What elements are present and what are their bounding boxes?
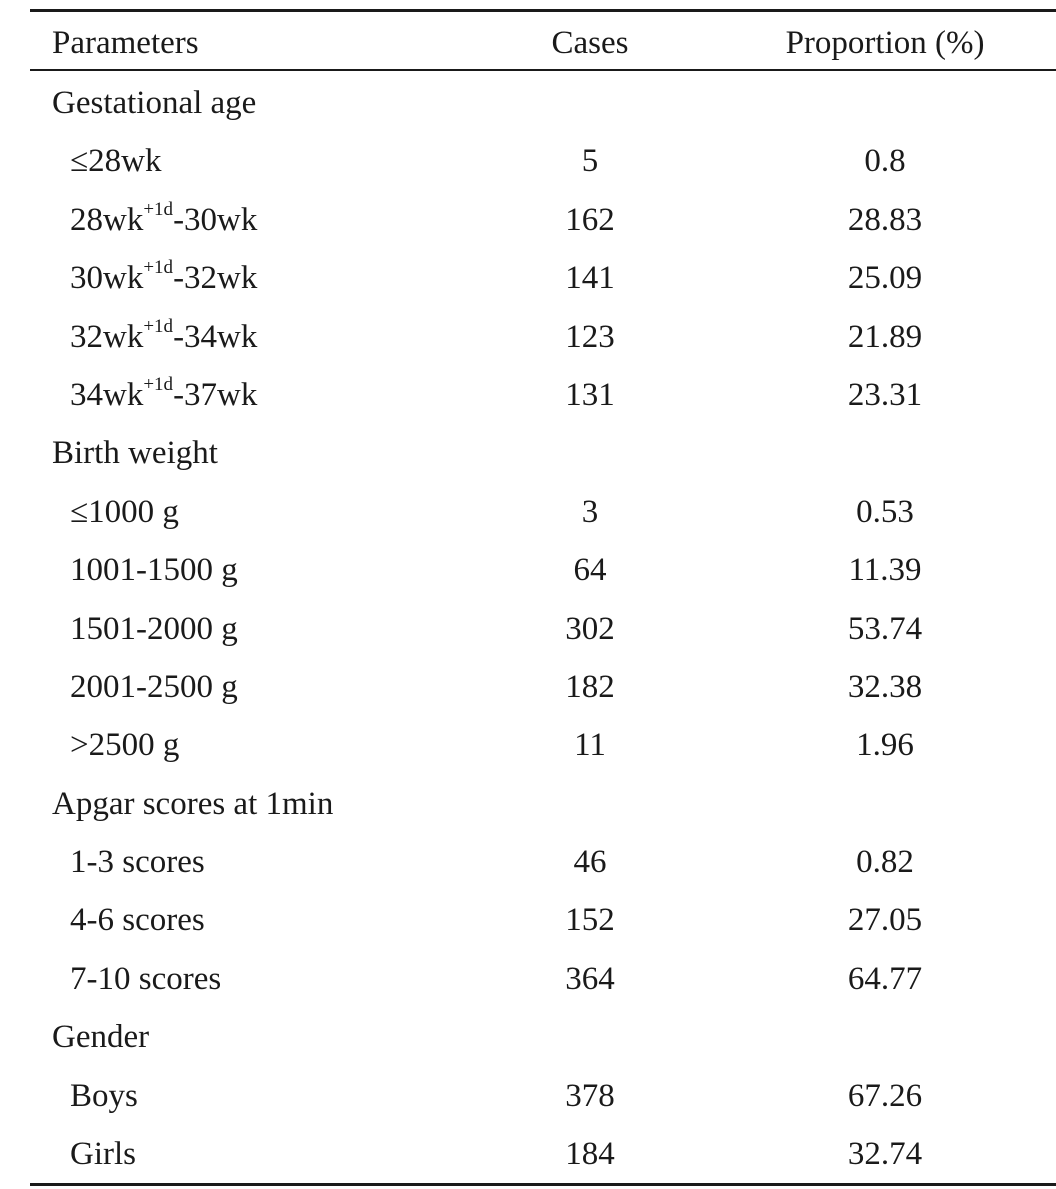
- table-row: [30, 658, 1056, 716]
- row-label: 34wk: [70, 376, 144, 413]
- row-label-superscript: +1d: [143, 198, 174, 220]
- row-label: 28wk: [70, 201, 144, 238]
- table-row: [30, 833, 1056, 891]
- table-row: [30, 600, 1056, 658]
- row-label: 30wk: [70, 260, 144, 297]
- row-cases-value: 46: [573, 844, 607, 881]
- row-proportion-value: 32.38: [847, 668, 923, 705]
- row-cases-value: 64: [573, 552, 607, 589]
- row-parameter: [70, 249, 257, 307]
- row-parameter: [70, 366, 257, 424]
- group-label: Apgar scores at 1min: [52, 785, 334, 822]
- row-parameter: [70, 308, 257, 366]
- table-row: [30, 308, 1056, 366]
- row-label: 1001-1500 g: [70, 552, 238, 589]
- row-cases-value: 141: [565, 260, 615, 297]
- row-label: Girls: [70, 1136, 136, 1173]
- group-row: [30, 1008, 1056, 1066]
- table-row: [30, 1125, 1056, 1183]
- group-label: Gestational age: [52, 85, 257, 121]
- bottom-rule: [30, 1183, 1056, 1186]
- header-parameters: Parameters: [52, 25, 199, 61]
- table-row: [30, 716, 1056, 774]
- row-proportion-value: 25.09: [847, 260, 923, 297]
- table-row: [30, 541, 1056, 599]
- row-label-tail: -30wk: [173, 201, 258, 238]
- row-proportion-value: 11.39: [848, 552, 922, 589]
- table-row: [30, 366, 1056, 424]
- row-label: ≤28wk: [70, 143, 162, 180]
- row-proportion-value: 32.74: [847, 1136, 923, 1173]
- group-row: [30, 424, 1056, 482]
- row-label: >2500 g: [70, 727, 180, 764]
- row-label-tail: -34wk: [173, 318, 258, 355]
- row-cases-value: 11: [574, 727, 606, 764]
- row-label-superscript: +1d: [143, 257, 174, 279]
- row-label: 7-10 scores: [70, 960, 222, 997]
- row-proportion-value: 1.96: [856, 727, 914, 764]
- row-proportion-value: 28.83: [847, 201, 923, 238]
- row-label: 4-6 scores: [70, 902, 205, 939]
- table-row: [30, 191, 1056, 249]
- row-proportion-value: 0.53: [856, 493, 914, 530]
- row-cases-value: 182: [565, 668, 615, 705]
- row-label: ≤1000 g: [70, 493, 179, 530]
- row-parameter: [70, 891, 205, 949]
- row-parameter: [70, 833, 205, 891]
- row-proportion-value: 64.77: [847, 960, 923, 997]
- table-row: [30, 132, 1056, 190]
- row-parameter: [70, 483, 179, 541]
- row-label-superscript: +1d: [143, 315, 174, 337]
- row-parameter: [70, 132, 161, 190]
- row-parameter: [70, 658, 238, 716]
- row-proportion-value: 21.89: [847, 318, 923, 355]
- data-table: [30, 9, 1056, 1186]
- row-cases-value: 131: [565, 376, 615, 413]
- row-cases-value: 378: [565, 1077, 615, 1114]
- row-label-tail: -37wk: [173, 376, 258, 413]
- row-proportion-value: 23.31: [847, 376, 923, 413]
- table-row: [30, 891, 1056, 949]
- row-parameter: [70, 541, 238, 599]
- row-label-tail: -32wk: [173, 260, 258, 297]
- row-cases-value: 184: [565, 1136, 615, 1173]
- row-label: 1501-2000 g: [70, 610, 238, 647]
- group-row: [30, 775, 1056, 833]
- row-parameter: [70, 1125, 136, 1183]
- row-cases-value: 364: [565, 960, 615, 997]
- row-parameter: [70, 1067, 138, 1125]
- row-label: 2001-2500 g: [70, 668, 238, 705]
- row-parameter: [70, 600, 238, 658]
- table-row: [30, 1067, 1056, 1125]
- group-label: Birth weight: [52, 435, 218, 472]
- row-cases-value: 123: [565, 318, 615, 355]
- table-row: [30, 950, 1056, 1008]
- row-label: Boys: [70, 1077, 138, 1114]
- row-proportion-value: 0.8: [864, 143, 906, 180]
- row-label: 32wk: [70, 318, 144, 355]
- row-proportion-value: 53.74: [847, 610, 923, 647]
- table-row: [30, 249, 1056, 307]
- group-row: [30, 74, 1056, 132]
- table-row: [30, 483, 1056, 541]
- row-label-superscript: +1d: [143, 373, 174, 395]
- row-label: 1-3 scores: [70, 844, 205, 881]
- row-cases-value: 302: [565, 610, 615, 647]
- row-parameter: [70, 191, 257, 249]
- row-parameter: [70, 716, 179, 774]
- row-parameter: [70, 950, 221, 1008]
- row-proportion-value: 67.26: [847, 1077, 923, 1114]
- row-cases-value: 5: [581, 143, 599, 180]
- table-body: [30, 71, 1056, 1183]
- row-cases-value: 3: [581, 493, 599, 530]
- row-proportion-value: 27.05: [847, 902, 923, 939]
- group-label: Gender: [52, 1019, 150, 1056]
- row-cases-value: 152: [565, 902, 615, 939]
- row-proportion-value: 0.82: [856, 844, 914, 881]
- row-cases-value: 162: [565, 201, 615, 238]
- header-row: Parameters Cases Proportion (%): [30, 12, 1056, 69]
